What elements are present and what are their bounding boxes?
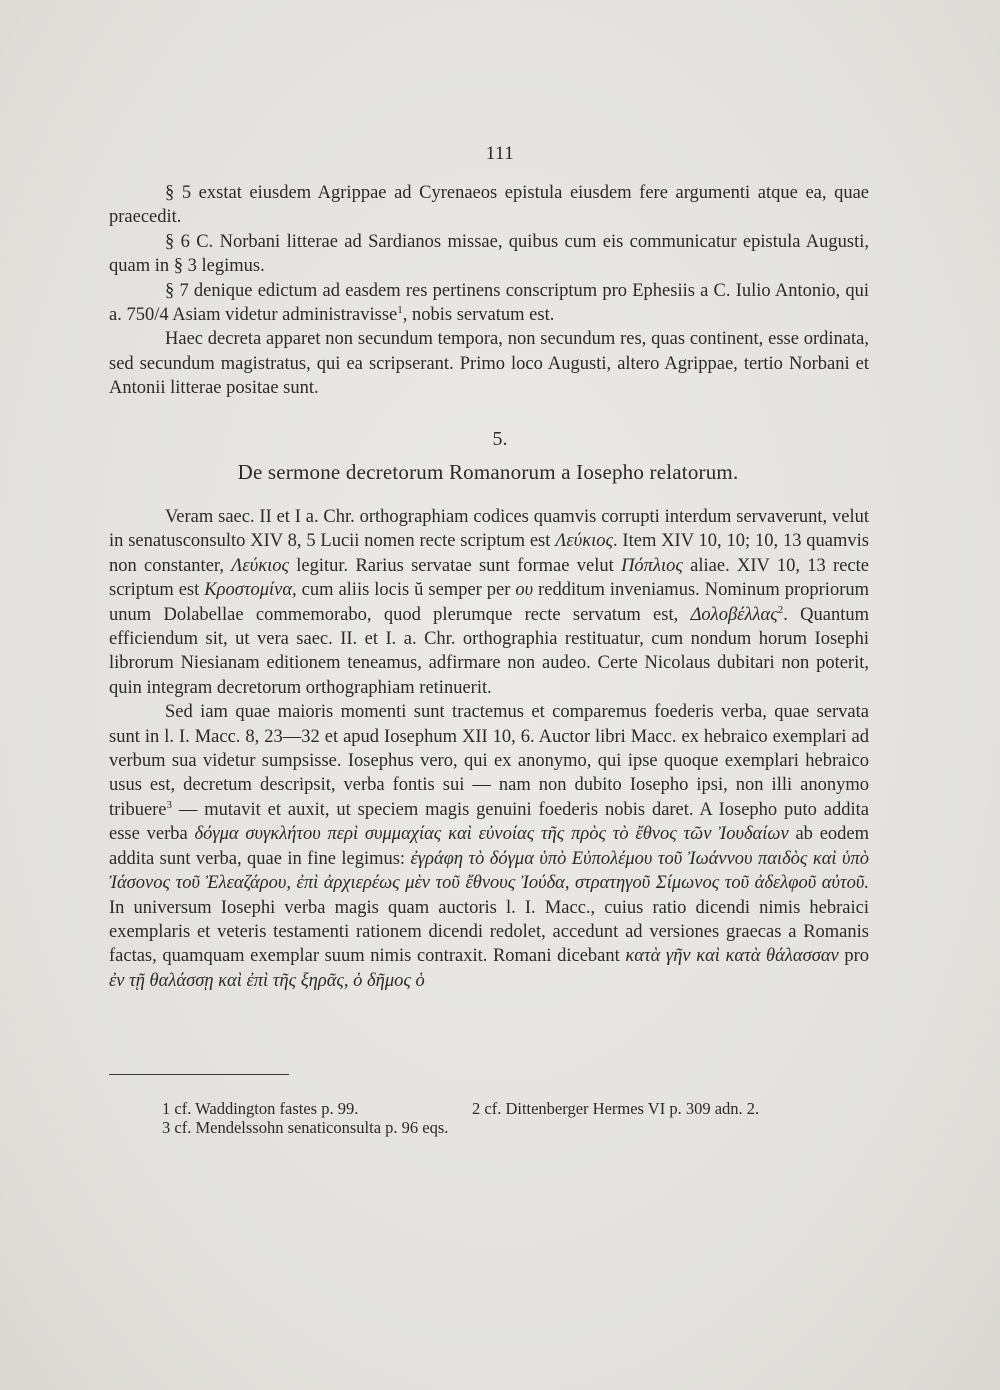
page-number: 111 xyxy=(485,143,515,164)
text-run: cum aliis locis ŭ semper per xyxy=(301,580,511,601)
text-run: Asiam videtur administravisse xyxy=(172,305,398,326)
footnote-divider xyxy=(109,1074,289,1075)
paragraph-6: § 6 C. Norbani litterae ad Sardianos missae, quibus cum eis communicatur epistula Augusti, quam in § 3 legimus. xyxy=(109,231,869,277)
footnote-marker: 1 xyxy=(397,303,403,316)
footnote-1: 1 cf. Waddington fastes p. 99. xyxy=(162,1099,359,1118)
paragraph-haec: Haec decreta apparet non secundum tempora, non secundum res, quas continent, esse ordinata, sed secundum magistratus, qui ea scripserant. Primo loco Augusti, altero Agrippae, tertio Norbani et Antonii litterae positae sunt. xyxy=(109,329,869,399)
greek-word: Λεύκιος xyxy=(555,531,613,552)
paragraph-sed-iam xyxy=(109,700,869,993)
greek-word: Πόπλιος xyxy=(621,555,683,576)
year-reference: 750/4 xyxy=(126,305,169,326)
text-block-main xyxy=(109,505,869,993)
text-block-top xyxy=(109,181,869,401)
text-run: . Item XIV 10, 10; 10, 13 quamvis non constanter, xyxy=(109,531,869,576)
text-run: Sed iam quae maioris momenti sunt tractemus et comparemus foederis verba, quae servata sunt in l. I. Macc. 8, 23—32 et apud Iosephum XII 10, 6. Auctor libri Macc. ex hebraico exemplari ad verbum sua videtur sumpsisse. Iosephus vero, qui ex anonymo, qui ipse quoque exemplari hebraico usus est, decretum descripsit, verba fontis sui — nam non dubito Iosepho ipsi, non illi anonymo tribuere xyxy=(109,702,869,820)
text-run: Veram saec. II et I a. Chr. orthographiam codices quamvis corrupti interdum servaverunt, velut in senatusconsulto XIV 8, 5 Lucii nomen recte scriptum est xyxy=(109,507,869,552)
footnote-marker: 3 xyxy=(166,798,173,811)
footnote-marker: 2 xyxy=(777,603,784,616)
text-run: , nobis servatum est. xyxy=(402,305,555,326)
text-run: § 7 denique edictum ad easdem res pertinens conscriptum pro Ephesiis a C. Iulio Antonio, qui a. xyxy=(109,280,869,326)
greek-word: Κροστομίνα, xyxy=(204,580,297,601)
section-title: De sermone decretorum Romanorum a Iosepho relatorum. xyxy=(237,460,739,484)
text-run: legitur. Rarius servatae sunt formae velut xyxy=(296,555,614,576)
text-run: In universum Iosephi verba magis quam auctoris l. I. Macc., cuius ratio dicendi nimis hebraici exemplaris et veteris testamenti rationem dicendi redolet, accedunt ad versiones graecas a Romanis factas, quamquam exemplar suum nimis contraxit. Romani dicebant xyxy=(109,897,869,967)
greek-word: Δολοβέλλας xyxy=(690,604,778,625)
greek-phrase: κατὰ γῆν καὶ κατὰ θάλασσαν xyxy=(625,946,839,967)
greek-word: Λεύκιος xyxy=(231,555,289,576)
paragraph-7 xyxy=(109,279,869,328)
greek-word: ου xyxy=(515,580,534,601)
section-number: 5. xyxy=(492,428,508,450)
greek-phrase: ἐγράφη τὸ δόγμα ὑπὸ Εὐπολέμου τοῦ Ἰωάννου παιδὸς καὶ ὑπὸ Ἰάσονος τοῦ Ἐλεαζάρου, ἐπὶ ἀρχιερέως μὲν τοῦ ἔθνους Ἰούδα, στρατηγοῦ Σίμωνος τοῦ ἀδελφοῦ αὐτοῦ. xyxy=(109,848,869,894)
greek-phrase: δόγμα συγκλήτου περὶ συμμαχίας καὶ εὐνοίας τῆς πρὸς τὸ ἔθνος τῶν Ἰουδαίων xyxy=(194,824,789,845)
text-run: redditum inveniamus. Nominum propriorum unum Dolabellae commemorabo, quod plerumque recte servatum est, xyxy=(109,580,869,625)
footnote-3: 3 cf. Mendelssohn senaticonsulta p. 96 eqs. xyxy=(162,1118,449,1137)
text-run: ab eodem addita sunt verba, quae in fine legimus: xyxy=(109,824,870,869)
text-run: aliae. XIV 10, 13 recte scriptum est xyxy=(109,555,869,601)
greek-phrase: ἐν τῇ θαλάσσῃ καὶ ἐπὶ τῆς ξηρᾶς, ὁ δῆμος ὁ xyxy=(109,970,425,991)
text-run: — mutavit et auxit, ut speciem magis genuini foederis nobis daret. A Iosepho puto addita esse verba xyxy=(109,799,869,845)
text-run: . Quantum efficiendum sit, ut vera saec. II. et I. a. Chr. orthographia restituatur, cum nondum horum Iosephi librorum Niesianam editionem teneamus, adfirmare non audeo. Certe Nicolaus dubitari non poterit, quin integram decretorum orthographiam retinuerit. xyxy=(109,604,870,698)
paragraph-5: § 5 exstat eiusdem Agrippae ad Cyrenaeos epistula eiusdem fere argumenti atque ea, quae praecedit. xyxy=(109,183,869,228)
footnote-2: 2 cf. Dittenberger Hermes VI p. 309 adn. 2. xyxy=(472,1099,760,1118)
paragraph-veram xyxy=(109,505,869,700)
text-run: pro xyxy=(844,946,870,967)
